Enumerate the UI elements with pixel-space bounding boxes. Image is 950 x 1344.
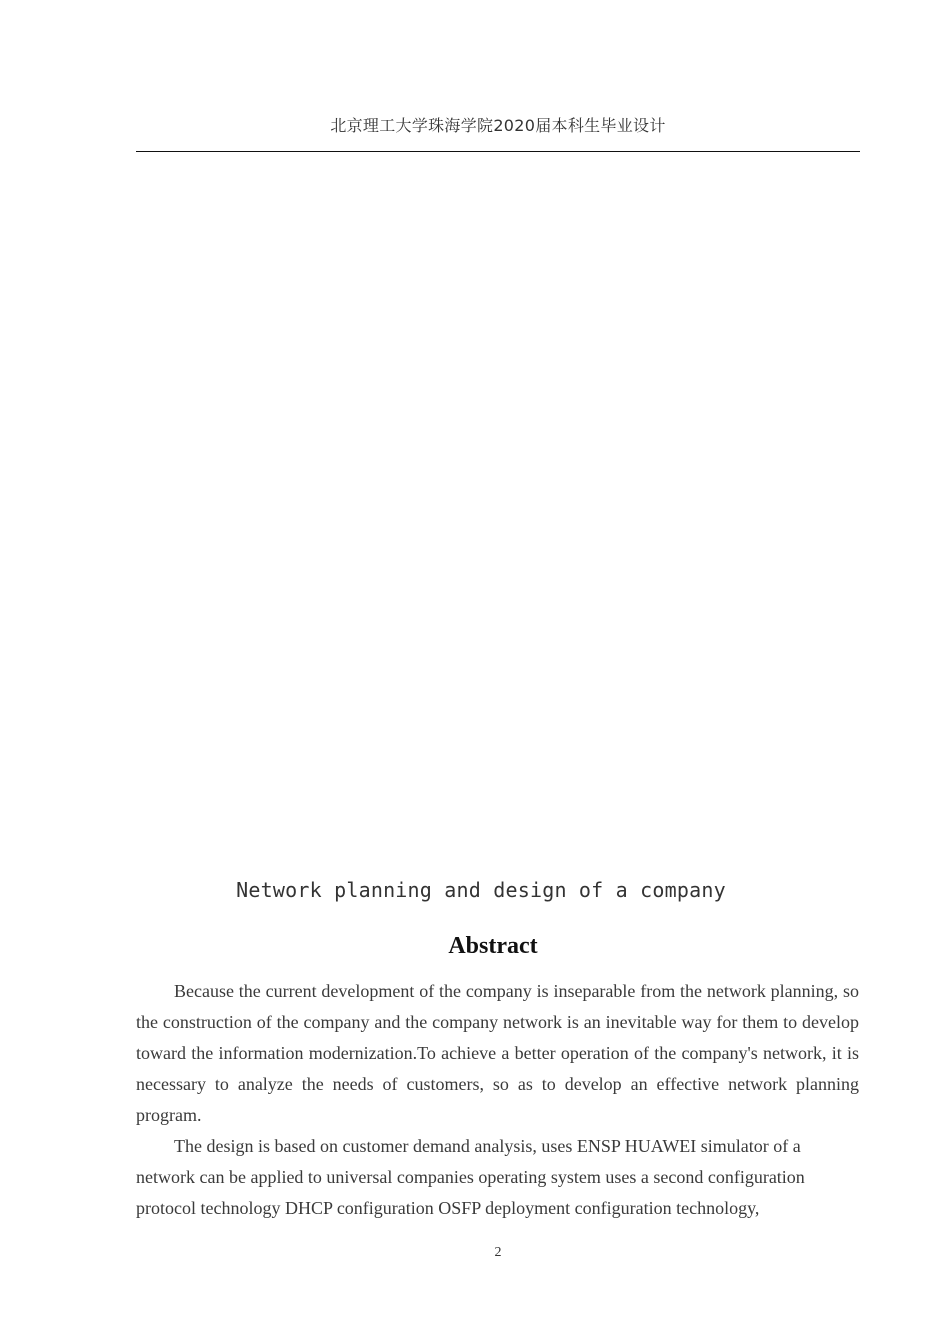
abstract-paragraph: The design is based on customer demand analysis, uses ENSP HUAWEI simulator of a network can be applied to universal companies operating system uses a second configuration protocol technology DHCP configuration OSFP deployment configuration technology, bbox=[136, 1136, 805, 1218]
page-number: 2 bbox=[494, 1245, 502, 1260]
english-title: Network planning and design of a company bbox=[236, 878, 726, 902]
abstract-heading: Abstract bbox=[448, 933, 538, 959]
header-rule bbox=[136, 151, 860, 152]
abstract-body bbox=[136, 976, 859, 1224]
abstract-paragraph: Because the current development of the company is inseparable from the network planning, so the construction of the company and the company network is an inevitable way for them to develop toward the information modernization.To achieve a better operation of the company's network, it is necessary to analyze the needs of customers, so as to develop an effective network planning program. bbox=[136, 981, 859, 1125]
running-header: 北京理工大学珠海学院2020届本科生毕业设计 bbox=[330, 116, 666, 135]
